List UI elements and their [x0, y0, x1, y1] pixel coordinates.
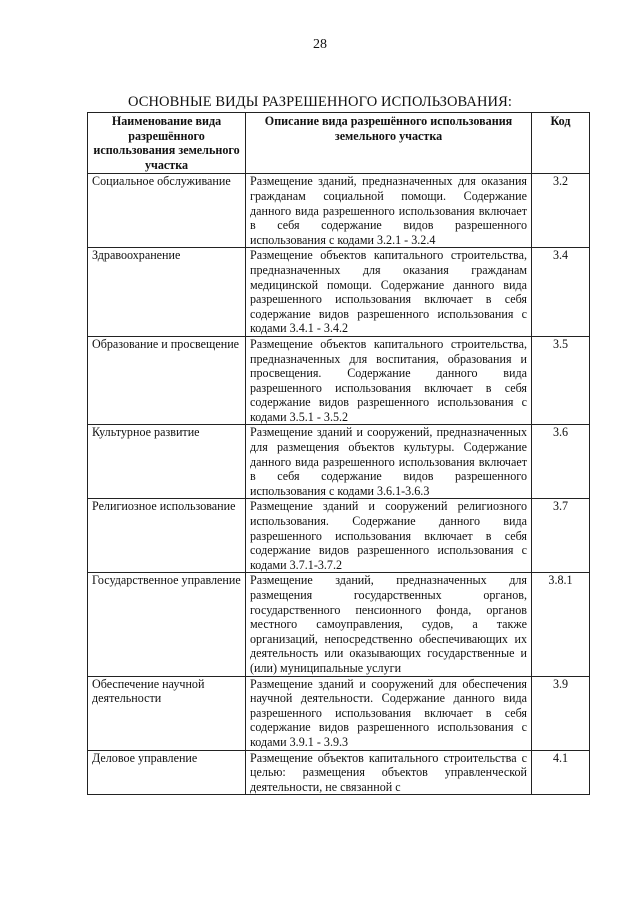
use-code: 4.1 — [532, 750, 590, 795]
use-name: Государственное управление — [88, 573, 246, 676]
header-code: Код — [532, 113, 590, 174]
table-row — [88, 573, 590, 676]
section-heading: ОСНОВНЫЕ ВИДЫ РАЗРЕШЕННОГО ИСПОЛЬЗОВАНИЯ: — [127, 94, 513, 110]
use-code: 3.5 — [532, 336, 590, 425]
use-description: Размещение зданий и сооружений для обеспечения научной деятельности. Содержание данного вида разрешенного использования включает в себя содержание видов разрешенного использования с кодами 3.9.1 - 3.9.3 — [246, 676, 532, 750]
use-name: Образование и просвещение — [88, 336, 246, 425]
table-row — [88, 676, 590, 750]
use-description: Размещение объектов капитального строительства, предназначенных для оказания гражданам медицинской помощи. Содержание данного вида разрешенного использования включает в себя содержание видов разрешенного использования с кодами 3.4.1 - 3.4.2 — [246, 248, 532, 337]
table-row — [88, 499, 590, 573]
use-code: 3.9 — [532, 676, 590, 750]
use-code: 3.6 — [532, 425, 590, 499]
use-description: Размещение объектов капитального строительства с целью: размещения объектов управленческой деятельности, не связанной с — [246, 750, 532, 795]
header-name: Наименование вида разрешённого использования земельного участка — [88, 113, 246, 174]
use-name: Здравоохранение — [88, 248, 246, 337]
use-name: Деловое управление — [88, 750, 246, 795]
table-row — [88, 336, 590, 425]
page-number: 28 — [313, 37, 327, 52]
use-code: 3.7 — [532, 499, 590, 573]
table-row — [88, 174, 590, 248]
use-description: Размещение зданий и сооружений религиозного использования. Содержание данного вида разрешенного использования включает в себя содержание видов разрешенного использования с кодами 3.7.1-3.7.2 — [246, 499, 532, 573]
use-name: Обеспечение научной деятельности — [88, 676, 246, 750]
table-row — [88, 750, 590, 795]
table-row — [88, 248, 590, 337]
use-description: Размещение зданий, предназначенных для размещения государственных органов, государственного пенсионного фонда, органов местного самоуправления, судов, а также организаций, непосредственно обеспечивающих их деятельность или оказывающих государственные и (или) муниципальные услуги — [246, 573, 532, 676]
use-name: Культурное развитие — [88, 425, 246, 499]
use-code: 3.8.1 — [532, 573, 590, 676]
use-code: 3.4 — [532, 248, 590, 337]
use-description: Размещение объектов капитального строительства, предназначенных для воспитания, образования и просвещения. Содержание данного вида разрешенного использования включает в себя содержание видов разрешенного использования с кодами 3.5.1 - 3.5.2 — [246, 336, 532, 425]
use-name: Религиозное использование — [88, 499, 246, 573]
use-code: 3.2 — [532, 174, 590, 248]
table-header-row — [88, 113, 590, 174]
permitted-use-table — [87, 112, 590, 795]
use-description: Размещение зданий, предназначенных для оказания гражданам социальной помощи. Содержание данного вида разрешенного использования включает в себя содержание видов разрешенного использования с кодами 3.2.1 - 3.2.4 — [246, 174, 532, 248]
table-row — [88, 425, 590, 499]
use-description: Размещение зданий и сооружений, предназначенных для размещения объектов культуры. Содержание данного вида разрешенного использования включает в себя содержание видов разрешенного использования с кодами 3.6.1-3.6.3 — [246, 425, 532, 499]
header-description: Описание вида разрешённого использования земельного участка — [246, 113, 532, 174]
use-name: Социальное обслуживание — [88, 174, 246, 248]
